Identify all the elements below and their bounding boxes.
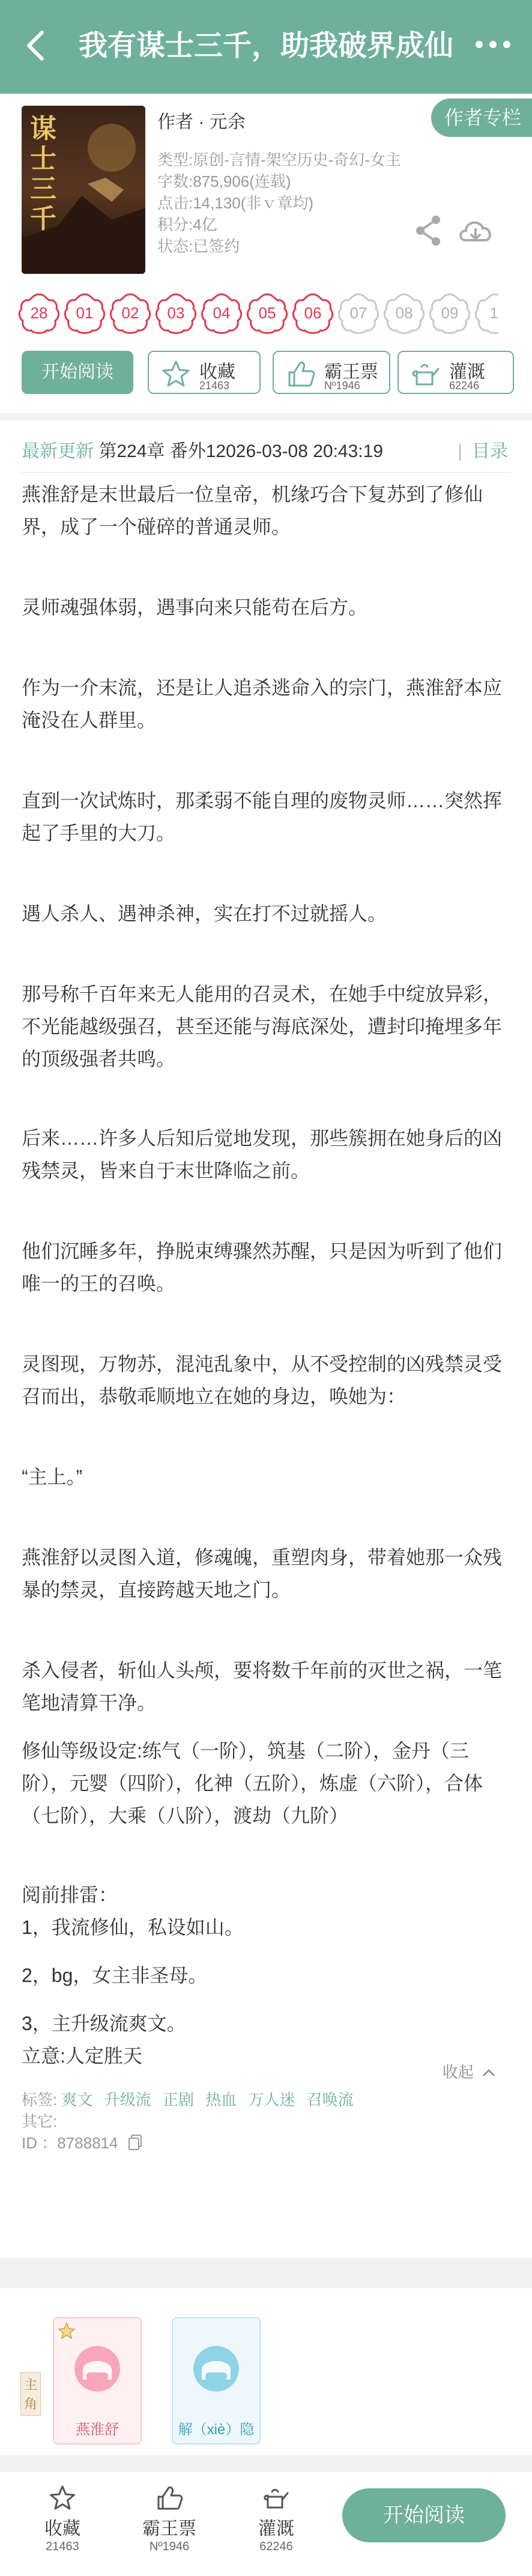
cover-title: 谋士三千 <box>30 114 56 234</box>
synopsis-paragraph: 灵图现，万物苏，混沌乱象中，从不受控制的凶残禁灵受召而出，恭敬乖顺地立在她的身边，唤她为： <box>22 1353 503 1407</box>
synopsis-paragraph: 修仙等级设定:练气（一阶），筑基（二阶），金丹（三阶），元婴（四阶），化神（五阶），炼虚（六阶），合体（七阶），大乘（八阶），渡劫（九阶） <box>22 1740 483 1826</box>
watering-can-icon <box>262 2485 290 2511</box>
page-title: 我有谋士三千，助我破界成仙 <box>78 30 453 62</box>
volume-badge[interactable]: 02 <box>109 292 151 335</box>
download-cloud-icon[interactable] <box>456 214 495 247</box>
start-reading-button[interactable]: 开始阅读 <box>22 351 133 394</box>
volume-badge[interactable]: 04 <box>201 292 243 335</box>
synopsis-paragraph: 立意:人定胜天 <box>22 2045 142 2067</box>
action-row <box>22 351 514 395</box>
volume-badge[interactable]: 28 <box>18 292 60 335</box>
synopsis-paragraph: 直到一次试炼时，那柔弱不能自理的废物灵师……突然挥起了手里的大刀。 <box>22 790 503 844</box>
book-status: 状态:已签约 <box>157 237 240 255</box>
volume-badge[interactable]: 06 <box>292 292 334 335</box>
thumbs-up-icon <box>286 359 316 388</box>
collapse-button[interactable]: 收起 <box>443 2060 496 2082</box>
bottom-action-bar <box>0 2471 532 2576</box>
bottom-bawang-label: 霸王票 <box>142 2519 196 2539</box>
synopsis-paragraph: 1，我流修仙，私设如山。 <box>22 1917 244 1938</box>
bottom-collect-button[interactable] <box>20 2485 104 2554</box>
role-badge: 主角 <box>20 2372 41 2416</box>
book-type: 类型:原创-言情-架空历史-奇幻-女主 <box>157 151 401 169</box>
volume-badge[interactable]: 09 <box>429 292 471 335</box>
synopsis-paragraph: 阅前排雷： <box>22 1884 118 1906</box>
book-cover[interactable] <box>22 106 145 274</box>
bottom-water-button[interactable] <box>234 2485 318 2554</box>
tag[interactable]: 正剧 <box>162 2091 194 2109</box>
bottom-water-count: 62246 <box>259 2540 293 2553</box>
bottom-bawang-count: Nº1946 <box>149 2540 190 2553</box>
author-name[interactable]: 作者 · 元余 <box>157 112 246 132</box>
latest-update-chapter: 第224章 番外12026-03-08 20:43:19 <box>98 441 383 461</box>
volume-badge[interactable]: 05 <box>246 292 288 335</box>
bottom-collect-count: 21463 <box>46 2540 79 2553</box>
bawang-ticket-button[interactable] <box>273 351 390 394</box>
tag[interactable]: 万人迷 <box>248 2091 295 2109</box>
chevron-up-icon <box>482 2068 496 2077</box>
synopsis-paragraph: 遇人杀人、遇神杀神，实在打不过就摇人。 <box>22 903 387 924</box>
tag[interactable]: 爽文 <box>61 2091 93 2109</box>
bottom-water-label: 灌溉 <box>258 2519 294 2539</box>
bottom-collect-label: 收藏 <box>44 2519 80 2539</box>
tag[interactable]: 升级流 <box>104 2091 151 2109</box>
bottom-bawang-button[interactable] <box>127 2485 211 2554</box>
book-words: 字数:875,906(连载) <box>157 172 291 190</box>
back-arrow-icon[interactable] <box>22 28 50 64</box>
other-label: 其它: <box>22 2112 58 2130</box>
tag[interactable]: 热血 <box>205 2091 237 2109</box>
synopsis-paragraph: 燕淮舒是末世最后一位皇帝，机缘巧合下复苏到了修仙界，成了一个碰碎的普通灵师。 <box>22 483 483 538</box>
character-name: 燕淮舒 <box>76 2422 119 2438</box>
app-header <box>0 0 532 94</box>
synopsis-paragraph: 作为一介末流，还是让人追杀逃命入的宗门，燕淮舒本应淹没在人群里。 <box>22 677 503 731</box>
catalog-link[interactable]: | 目录 <box>458 441 508 461</box>
divider <box>22 472 510 473</box>
synopsis-paragraph: 那号称千百年来无人能用的召灵术，在她手中绽放异彩，不光能越级强召，甚至还能与海底深处，遭封印掩埋多年的顶级强者共鸣。 <box>22 983 503 1070</box>
book-id: ID ：8788814 <box>22 2131 143 2153</box>
avatar <box>193 2346 239 2392</box>
synopsis-paragraph: 他们沉睡多年，挣脱束缚骤然苏醒，只是因为听到了他们唯一的王的召唤。 <box>22 1240 503 1294</box>
author-column-button[interactable]: 作者专栏 <box>431 98 532 137</box>
collect-label: 收藏 <box>199 362 235 382</box>
water-label: 灌溉 <box>449 362 485 382</box>
characters-card <box>0 2288 532 2455</box>
thumbs-up-icon <box>156 2485 183 2511</box>
tags-line: 标签: 爽文 升级流 正剧 热血 万人迷 召唤流 <box>22 2091 354 2109</box>
more-options-icon[interactable] <box>472 32 514 56</box>
star-icon <box>58 2322 76 2340</box>
volume-badge[interactable]: 01 <box>64 292 106 335</box>
character-card[interactable] <box>53 2317 142 2444</box>
copy-icon[interactable] <box>127 2134 143 2151</box>
character-card[interactable] <box>172 2317 261 2444</box>
volume-badge[interactable]: 1 <box>474 292 498 335</box>
bottom-start-reading-button[interactable]: 开始阅读 <box>342 2488 506 2542</box>
bawang-label: 霸王票 <box>324 362 378 382</box>
bawang-count: Nº1946 <box>324 380 360 392</box>
star-icon <box>49 2485 76 2511</box>
book-points: 积分:4亿 <box>157 216 217 234</box>
star-icon <box>161 359 191 388</box>
volume-badges <box>18 292 532 338</box>
latest-update-label: 最新更新 <box>22 441 94 461</box>
synopsis-paragraph: 3，主升级流爽文。 <box>22 2013 186 2034</box>
synopsis-paragraph: 杀入侵者，斩仙人头颅，要将数千年前的灭世之祸，一笔笔地清算干净。 <box>22 1659 503 1714</box>
volume-badge[interactable]: 08 <box>383 292 425 335</box>
collect-count: 21463 <box>199 380 230 392</box>
synopsis-paragraph: “主上。” <box>22 1466 83 1488</box>
synopsis-paragraph: 2，bg，女主非圣母。 <box>22 1965 208 1986</box>
watering-can-icon <box>411 359 441 388</box>
volume-badge[interactable]: 03 <box>155 292 197 335</box>
tag[interactable]: 召唤流 <box>306 2091 354 2109</box>
water-count: 62246 <box>449 380 480 392</box>
synopsis-paragraph: 后来……许多人后知后觉地发现，那些簇拥在她身后的凶残禁灵，皆来自于末世降临之前。 <box>22 1127 503 1181</box>
avatar <box>74 2346 120 2392</box>
latest-update[interactable] <box>22 436 383 462</box>
water-button[interactable] <box>397 351 514 394</box>
collect-button[interactable] <box>148 351 261 394</box>
volume-badge[interactable]: 07 <box>337 292 379 335</box>
character-name: 解（xiè）隐 <box>178 2422 255 2438</box>
book-clicks: 点击:14,130(非ｖ章均) <box>157 194 314 212</box>
synopsis-paragraph: 灵师魂强体弱，遇事向来只能苟在后方。 <box>22 596 368 618</box>
synopsis-paragraph: 燕淮舒以灵图入道，修魂魄，重塑肉身，带着她那一众残暴的禁灵，直接跨越天地之门。 <box>22 1547 503 1601</box>
book-info-card <box>0 94 532 413</box>
share-icon[interactable] <box>413 214 443 247</box>
